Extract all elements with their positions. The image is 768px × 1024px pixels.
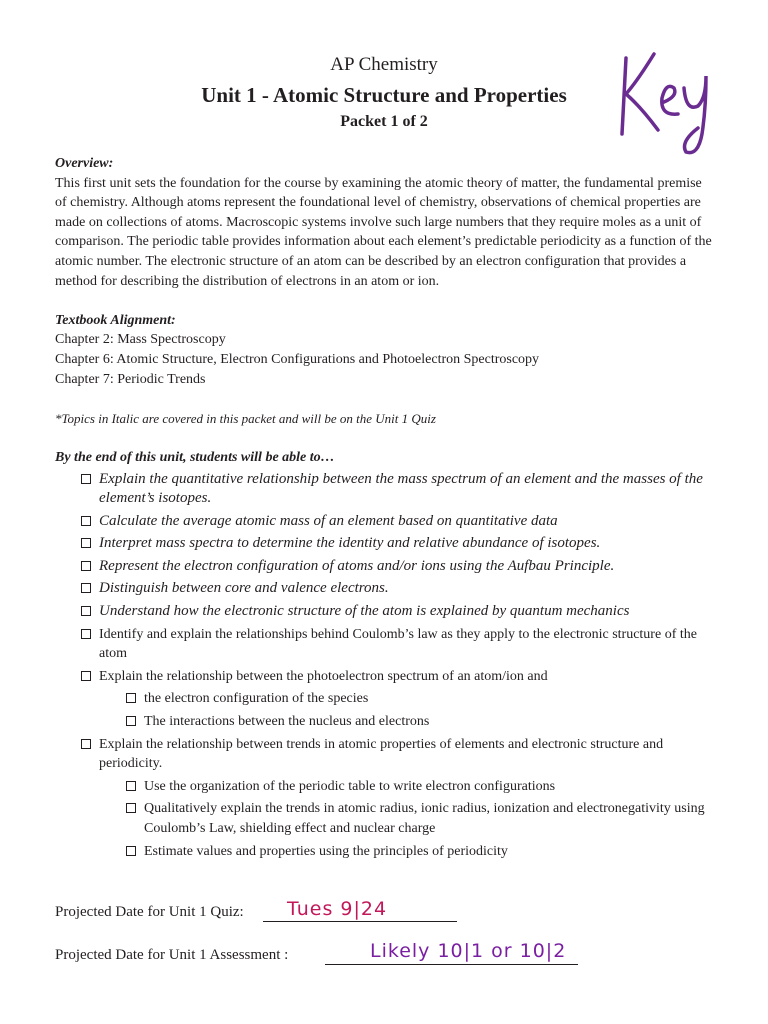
- objective-item: [55, 602, 715, 622]
- textbook-label: Textbook Alignment:: [55, 312, 176, 328]
- objective-subitem: [55, 777, 715, 797]
- objective-text: Calculate the average atomic mass of an element based on quantitative data: [99, 512, 558, 529]
- objective-text: Explain the relationship between the photoelectron spectrum of an atom/ion and: [99, 668, 548, 684]
- quiz-date-row: [55, 898, 475, 926]
- objective-item: [55, 625, 715, 664]
- assessment-date-handwritten: Likely 10|1 or 10|2: [370, 940, 567, 962]
- assessment-date-label: Projected Date for Unit 1 Assessment :: [55, 947, 289, 963]
- objective-subitem: [55, 689, 715, 709]
- packet-label: Packet 1 of 2: [340, 113, 428, 130]
- unit-title: Unit 1 - Atomic Structure and Properties: [201, 83, 567, 107]
- objective-text: Use the organization of the periodic table to write electron configurations: [144, 778, 556, 794]
- checkbox[interactable]: [126, 781, 136, 791]
- objective-text: Qualitatively explain the trends in atomic radius, ionic radius, ionization and electronegativity using Coulomb’s Law, shielding effect and nuclear charge: [144, 801, 705, 836]
- objective-item: [55, 579, 715, 599]
- checkbox[interactable]: [126, 846, 136, 856]
- italic-topics-note: *Topics in Italic are covered in this packet and will be on the Unit 1 Quiz: [55, 410, 436, 426]
- checkbox[interactable]: [81, 583, 91, 593]
- assessment-date-line[interactable]: [325, 964, 578, 965]
- checkbox[interactable]: [81, 516, 91, 526]
- objective-text: Distinguish between core and valence electrons.: [99, 580, 389, 597]
- quiz-date-line[interactable]: [263, 921, 457, 922]
- handwritten-key-mark: [612, 36, 722, 161]
- checkbox[interactable]: [126, 693, 136, 703]
- objective-item: [55, 557, 715, 577]
- objective-item: [55, 534, 715, 554]
- checkbox[interactable]: [81, 739, 91, 749]
- objective-subitem: [55, 799, 715, 838]
- objective-text: the electron configuration of the species: [144, 691, 369, 707]
- checkbox[interactable]: [81, 474, 91, 484]
- objective-text: Interpret mass spectra to determine the identity and relative abundance of isotopes.: [99, 535, 601, 552]
- assessment-date-row: [55, 940, 585, 969]
- checkbox[interactable]: [81, 671, 91, 681]
- checkbox[interactable]: [81, 561, 91, 571]
- objective-item: [55, 735, 715, 774]
- objective-item: [55, 667, 715, 687]
- objective-text: Explain the quantitative relationship between the mass spectrum of an element and the masses of the element’s isotopes.: [99, 470, 703, 507]
- objective-text: The interactions between the nucleus and electrons: [144, 714, 430, 730]
- checkbox[interactable]: [126, 716, 136, 726]
- course-title: AP Chemistry: [330, 54, 438, 75]
- overview-label: Overview:: [55, 156, 114, 171]
- checkbox[interactable]: [126, 803, 136, 813]
- objective-text: Identify and explain the relationships behind Coulomb’s law as they apply to the electronic structure of the atom: [99, 626, 697, 662]
- objective-subitem: [55, 712, 715, 732]
- objective-text: Represent the electron configuration of atoms and/or ions using the Aufbau Principle.: [99, 557, 615, 574]
- checkbox[interactable]: [81, 538, 91, 548]
- main-content: [55, 154, 715, 864]
- objectives-checklist: [55, 470, 715, 862]
- checkbox[interactable]: [81, 606, 91, 616]
- overview-text: This first unit sets the foundation for the course by examining the atomic theory of matter, the fundamental premise of chemistry. Although atoms represent the foundational level of chemistry, observations of chemical properties are made on collections of atoms. Macroscopic systems involve such large numbers that they require moles as a unit of comparison. The periodic table provides information about each element’s predictable periodicity as a function of the atomic number. The electronic structure of an atom can be described by an electron configuration that provides a method for describing the distribution of electrons in an atom or ion.: [55, 175, 712, 289]
- quiz-date-handwritten: Tues 9|24: [287, 898, 388, 920]
- objective-text: Understand how the electronic structure of the atom is explained by quantum mechanics: [99, 603, 630, 620]
- quiz-date-label: Projected Date for Unit 1 Quiz:: [55, 904, 244, 920]
- chapter-line: Chapter 6: Atomic Structure, Electron Configurations and Photoelectron Spectroscopy: [55, 351, 540, 367]
- objectives-label: By the end of this unit, students will be able to…: [55, 449, 335, 465]
- chapter-line: Chapter 2: Mass Spectroscopy: [55, 332, 226, 348]
- checkbox[interactable]: [81, 629, 91, 639]
- objective-subitem: [55, 842, 715, 862]
- objective-item: [55, 512, 715, 532]
- objective-text: Explain the relationship between trends in atomic properties of elements and electronic structure and periodicity.: [99, 736, 664, 772]
- objective-text: Estimate values and properties using the principles of periodicity: [144, 843, 508, 859]
- chapter-line: Chapter 7: Periodic Trends: [55, 371, 206, 387]
- objective-item: [55, 470, 715, 509]
